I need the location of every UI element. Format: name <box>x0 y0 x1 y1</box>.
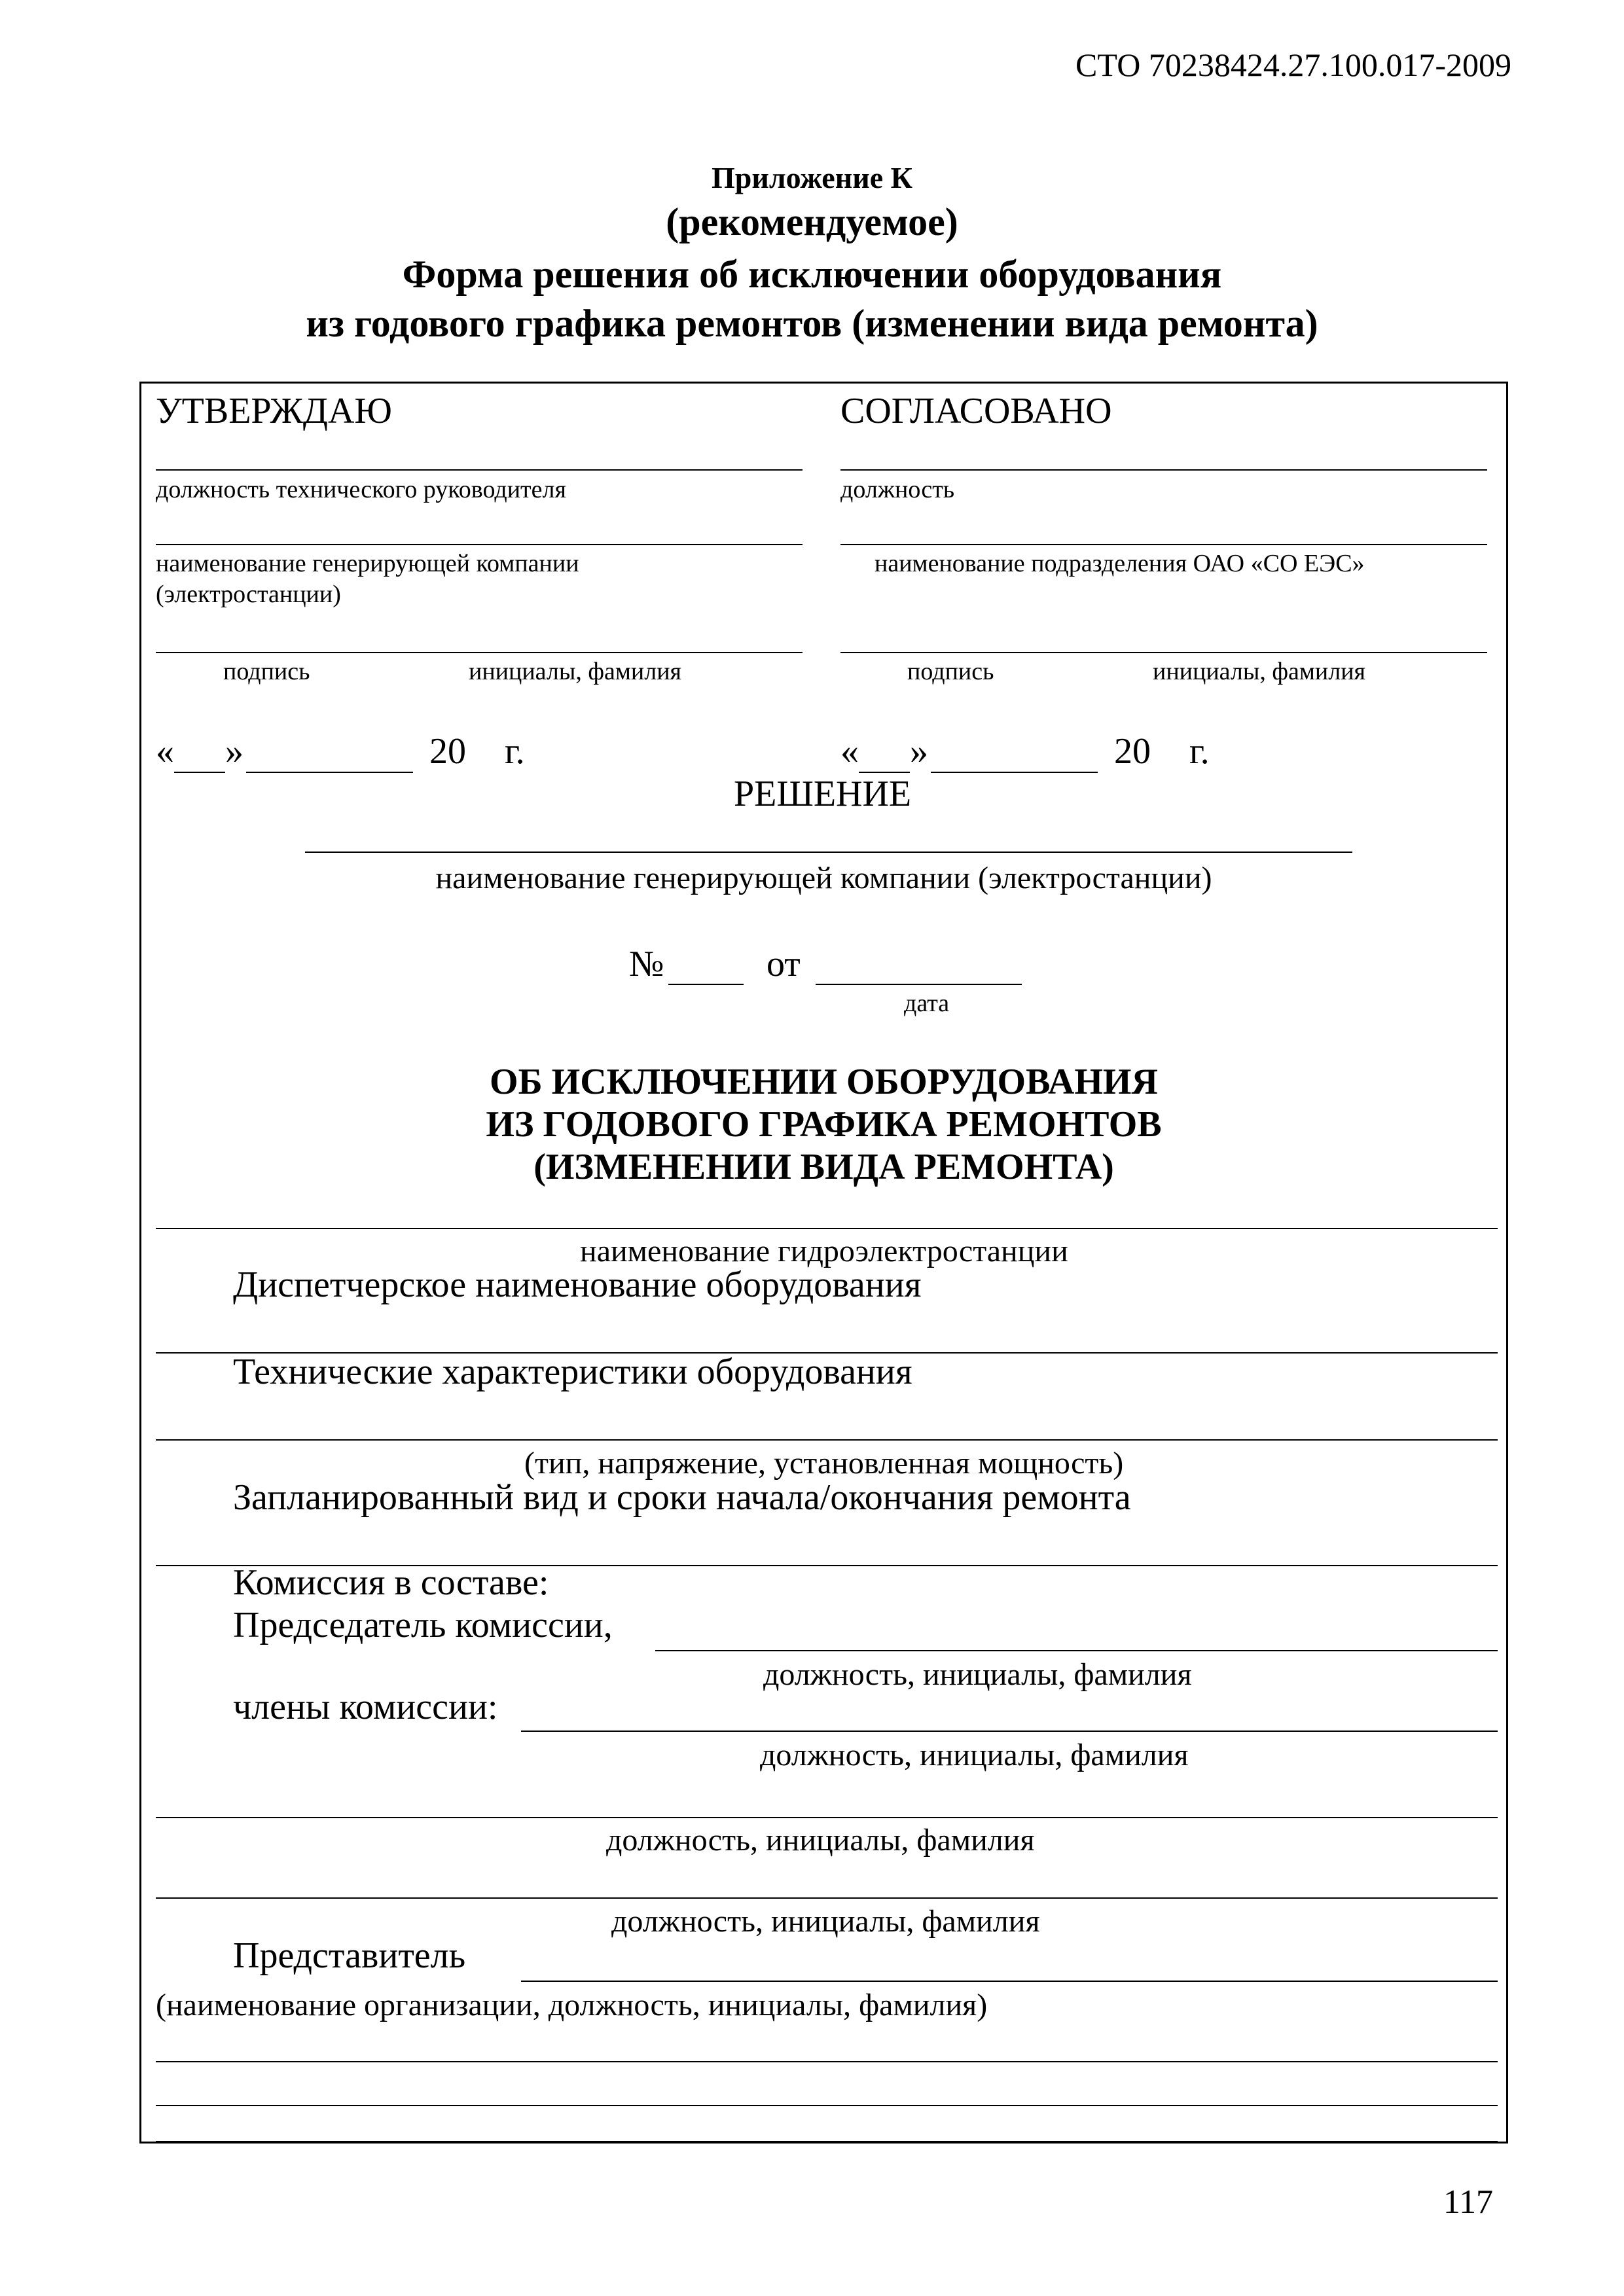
chairman-line[interactable] <box>655 1650 1498 1651</box>
representative-label: Представитель <box>233 1935 466 1976</box>
approve-date-open: « <box>156 731 174 772</box>
member-caption-2: должность, инициалы, фамилия <box>606 1823 1035 1857</box>
approve-signature-caption: подпись <box>223 658 310 685</box>
decision-date-field[interactable] <box>816 984 1022 985</box>
approve-month-field[interactable] <box>246 772 413 773</box>
form-title-line2: из годового графика ремонтов (изменении вида ремонта) <box>306 302 1318 345</box>
decision-company-line[interactable] <box>305 852 1352 853</box>
member-line-2[interactable] <box>156 1817 1498 1818</box>
agree-date-close: » <box>910 731 928 772</box>
extra-line-3[interactable] <box>156 2141 1498 2142</box>
form-frame <box>139 382 1508 2144</box>
page-number: 117 <box>1443 2183 1493 2221</box>
member-line-3[interactable] <box>156 1897 1498 1899</box>
representative-caption: (наименование организации, должность, инициалы, фамилия) <box>156 1988 988 2022</box>
agree-signature-caption: подпись <box>907 658 994 685</box>
decision-company-caption: наименование генерирующей компании (электростанции) <box>435 861 1212 895</box>
agree-signature-line[interactable] <box>840 652 1487 653</box>
approve-company-caption-1: наименование генерирующей компании <box>156 550 579 577</box>
agree-position-caption: должность <box>840 476 955 503</box>
approve-position-line[interactable] <box>156 469 803 471</box>
tech-specs-line[interactable] <box>156 1439 1498 1441</box>
approve-year: 20 <box>429 731 466 772</box>
agree-year-suffix: г. <box>1189 731 1210 772</box>
chairman-caption: должность, инициалы, фамилия <box>763 1657 1192 1692</box>
member-caption-3: должность, инициалы, фамилия <box>611 1904 1040 1939</box>
extra-line-2[interactable] <box>156 2105 1498 2106</box>
dispatch-name-label: Диспетчерское наименование оборудования <box>233 1265 922 1305</box>
approve-initials-caption: инициалы, фамилия <box>469 658 682 685</box>
member-line-1[interactable] <box>521 1731 1498 1732</box>
agree-date-open: « <box>840 731 859 772</box>
decision-heading: РЕШЕНИЕ <box>734 774 912 814</box>
form-title-line1: Форма решения об исключении оборудования <box>402 253 1222 296</box>
hpp-name-line[interactable] <box>156 1228 1498 1229</box>
approve-year-suffix: г. <box>505 731 525 772</box>
representative-line[interactable] <box>521 1981 1498 1982</box>
decision-from-label: от <box>767 944 801 984</box>
decision-subject-line3: (ИЗМЕНЕНИИ ВИДА РЕМОНТА) <box>533 1147 1114 1187</box>
recommended-label: (рекомендуемое) <box>666 200 958 243</box>
approve-signature-line[interactable] <box>156 652 803 653</box>
agree-position-line[interactable] <box>840 469 1487 471</box>
commission-label: Комиссия в составе: <box>233 1562 549 1603</box>
approve-company-line[interactable] <box>156 544 803 545</box>
agree-month-field[interactable] <box>931 772 1098 773</box>
decision-number-field[interactable] <box>668 984 744 985</box>
agree-division-caption: наименование подразделения ОАО «СО ЕЭС» <box>875 550 1365 577</box>
member-caption-1: должность, инициалы, фамилия <box>760 1738 1189 1772</box>
decision-subject-line2: ИЗ ГОДОВОГО ГРАФИКА РЕМОНТОВ <box>486 1104 1162 1145</box>
planned-repair-label: Запланированный вид и сроки начала/окончания ремонта <box>233 1477 1131 1518</box>
tech-specs-caption: (тип, напряжение, установленная мощность) <box>524 1446 1124 1480</box>
approve-company-caption-2: (электростанции) <box>156 581 341 608</box>
approve-day-field[interactable] <box>174 772 225 773</box>
chairman-label: Председатель комиссии, <box>233 1605 613 1645</box>
extra-line-1[interactable] <box>156 2061 1498 2062</box>
document-code: СТО 70238424.27.100.017-2009 <box>1075 46 1511 83</box>
decision-subject-line1: ОБ ИСКЛЮЧЕНИИ ОБОРУДОВАНИЯ <box>490 1062 1158 1102</box>
agree-division-line[interactable] <box>840 544 1487 545</box>
agree-initials-caption: инициалы, фамилия <box>1153 658 1366 685</box>
approve-heading: УТВЕРЖДАЮ <box>156 391 392 431</box>
approve-date-close: » <box>225 731 244 772</box>
agree-heading: СОГЛАСОВАНО <box>840 391 1112 431</box>
tech-specs-label: Технические характеристики оборудования <box>233 1352 912 1392</box>
members-label: члены комиссии: <box>233 1687 498 1727</box>
decision-number-sign: № <box>629 944 664 984</box>
agree-year: 20 <box>1114 731 1151 772</box>
decision-date-caption: дата <box>904 990 950 1017</box>
approve-position-caption: должность технического руководителя <box>156 476 566 503</box>
hpp-caption: наименование гидроэлектростанции <box>580 1234 1068 1268</box>
appendix-label: Приложение К <box>712 161 912 194</box>
